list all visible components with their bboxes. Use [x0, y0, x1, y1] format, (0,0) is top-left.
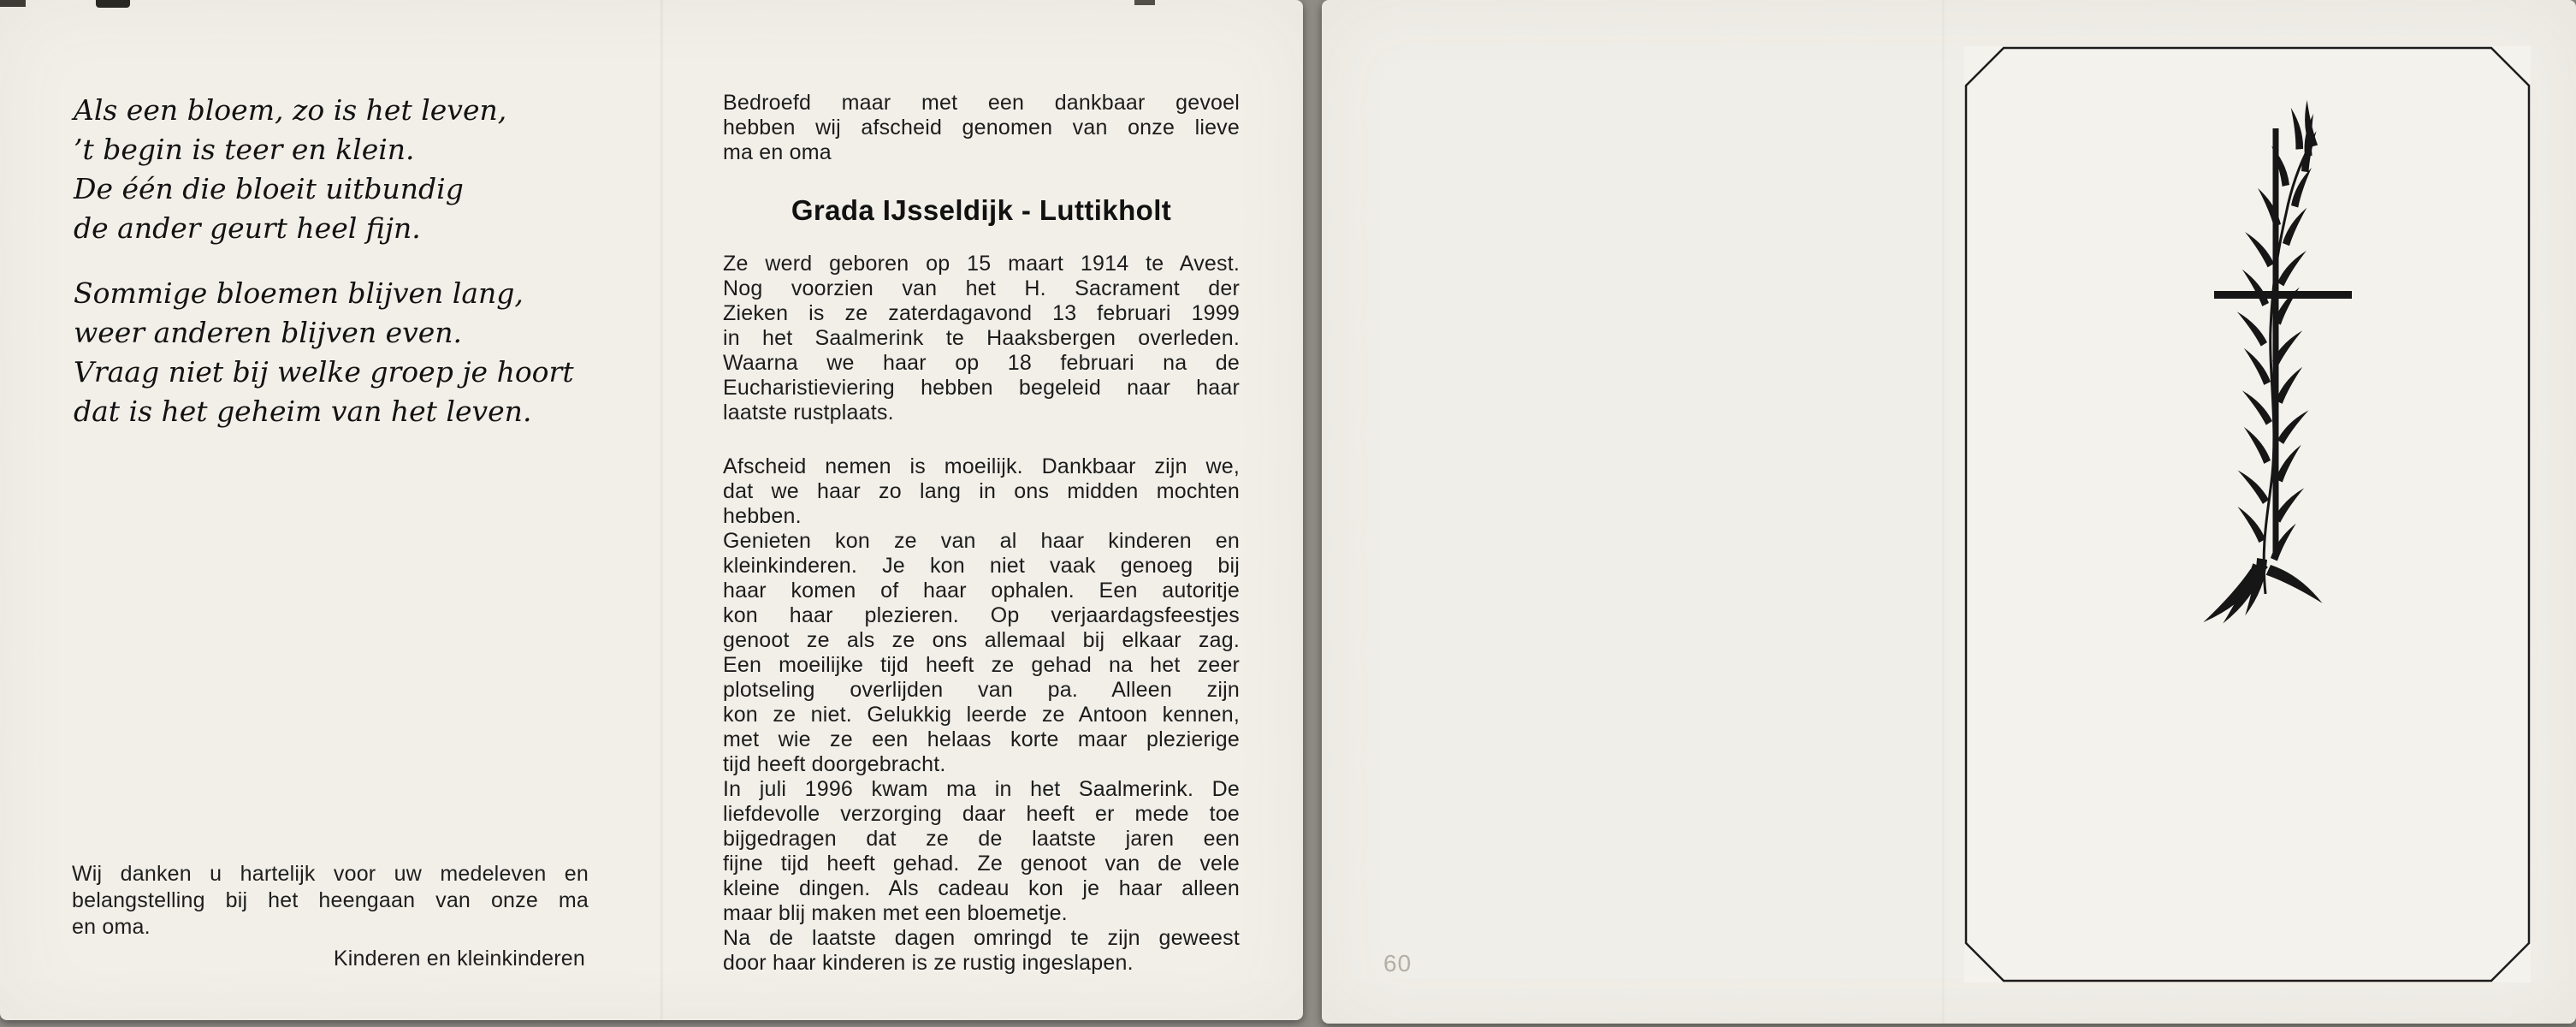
poem-stanza-2: Sommige bloemen blijven lang, weer anderen blijven even. Vraag niet bij welke groep je hoort dat is het geheim van het leven. — [74, 276, 574, 428]
deceased-name: Grada IJsseldijk - Luttikholt — [791, 194, 1172, 226]
announcement-intro: Bedroefd maar met een dankbaar gevoel hebben wij afscheid genomen van onze lieve ma en oma — [723, 91, 1240, 164]
poem — [74, 91, 621, 431]
announcement-column — [723, 91, 1240, 976]
branch-icon — [2193, 100, 2333, 624]
acknowledgement-text: Wij danken u hartelijk voor uw medeleven en belangstelling bij het heengaan van onze ma en oma. — [72, 862, 589, 939]
memorial-card-back — [1322, 0, 2576, 1024]
page-number: 60 — [1383, 950, 1412, 977]
decorative-frame — [1964, 46, 2531, 982]
memories-text: Afscheid nemen is moeilijk. Dankbaar zijn we, dat we haar zo lang in ons midden mochten hebben. Genieten kon ze van al haar kinderen en kleinkinderen. Je kon niet vaak genoeg bij haar komen of haar ophalen. Een autoritje kon haar plezieren. Op verjaardagsfeestjes genoot ze als ze ons allemaal bij elkaar zag. Een moeilijke tijd heeft ze gehad na het zeer plotseling overlijden van pa. Alleen zijn kon ze niet. Gelukkig leerde ze Antoon kennen, met wie ze een helaas korte maar plezierige tijd heeft doorgebracht. In juli 1996 kwam ma in het Saalmerink. De liefdevolle verzorging daar heeft er mede toe bijgedragen dat ze de laatste jaren een fijne tijd heeft gehad. Ze genoot van de vele kleine dingen. Als cadeau kon je haar alleen maar blij maken met een bloemetje. Na de laatste dagen omringd te zijn geweest door haar kinderen is ze rustig ingeslapen. — [723, 454, 1240, 975]
fold-crease — [1942, 0, 1945, 1024]
poem-stanza-1: Als een bloem, zo is het leven, ’t begin is teer en klein. De één die bloeit uitbundig de ander geurt heel fijn. — [74, 93, 507, 245]
memorial-artwork-svg — [1964, 46, 2531, 982]
fold-crease — [660, 0, 664, 1020]
signature: Kinderen en kleinkinderen — [333, 947, 585, 971]
cross-and-branch-artwork — [2193, 100, 2352, 624]
cross-icon — [2214, 128, 2352, 556]
life-story: Ze werd geboren op 15 maart 1914 te Avest. Nog voorzien van het H. Sacrament der Zieken is ze zaterdagavond 13 februari 1999 in het Saalmerink te Haaksbergen overleden. Waarna we haar op 18 februari na de Eucharistieviering hebben begeleid naar haar laatste rustplaats. — [723, 252, 1240, 424]
